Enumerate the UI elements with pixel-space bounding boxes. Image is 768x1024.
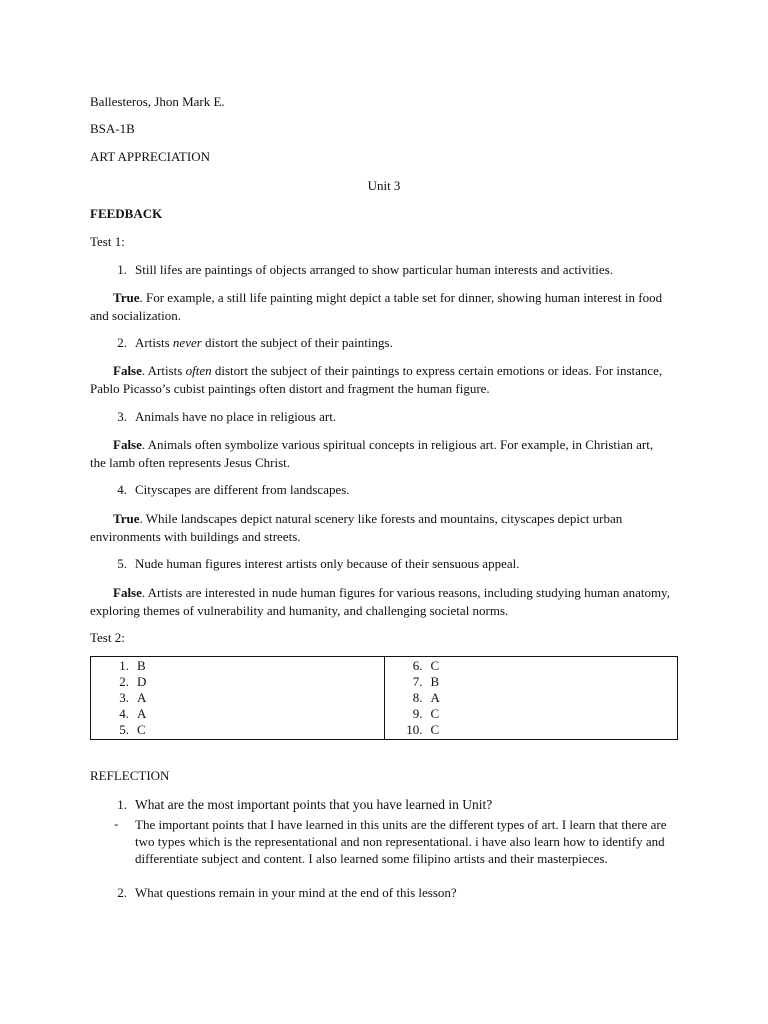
course-title: ART APPRECIATION (90, 149, 210, 164)
test2-answer-row: 3. A (119, 690, 147, 705)
test1-item-number: 4. (117, 482, 127, 497)
test2-label: Test 2: (90, 630, 125, 645)
test2-answer-row: 6. C (412, 658, 440, 673)
reflection-answer-bullet: - (114, 816, 119, 831)
test1-item-statement: Animals have no place in religious art. (135, 409, 337, 424)
test1-item-number: 5. (117, 556, 127, 571)
reflection-answer: The important points that I have learned in this units are the different types of art. I learn that there are two types which is the representational and non representational. i have also learn how to identify and differentiate subject and content. I also learned some filipino artists and their masterpieces. (135, 817, 667, 866)
test2-answer-row: 2. D (119, 674, 147, 689)
test2-answer-row: 8. A (412, 690, 440, 705)
student-section: BSA-1B (90, 121, 135, 136)
test1-item-number: 3. (117, 409, 127, 424)
reflection-question-number: 1. (117, 797, 127, 812)
test2-answer-table (90, 656, 678, 740)
test1-item-answer: True. While landscapes depict natural scenery like forests and mountains, cityscapes depict urban environments with buildings and streets. (90, 511, 623, 544)
test1-item-answer: False. Artists often distort the subject of their paintings to express certain emotions or ideas. For instance, Pablo Picasso’s cubist paintings often distort and fragment the human figure. (90, 363, 663, 396)
test1-item-statement: Still lifes are paintings of objects arranged to show particular human interests and activities. (135, 262, 613, 277)
test2-answer-row: 10. C (406, 722, 440, 737)
test1-item-statement: Cityscapes are different from landscapes. (135, 482, 350, 497)
reflection-heading: REFLECTION (90, 768, 170, 783)
test1-item-statement: Nude human figures interest artists only because of their sensuous appeal. (135, 556, 520, 571)
reflection-question-number: 2. (117, 885, 127, 900)
test2-answer-row: 5. C (119, 722, 146, 737)
test2-answer-row: 9. C (412, 706, 440, 721)
test1-item-statement: Artists never distort the subject of their paintings. (135, 335, 393, 350)
test1-label: Test 1: (90, 234, 125, 249)
test1-item-answer: True. For example, a still life painting might depict a table set for dinner, showing human interest in food and socialization. (90, 290, 663, 323)
test1-item-number: 2. (117, 335, 127, 350)
test1-item-answer: False. Artists are interested in nude human figures for various reasons, including studying human anatomy, exploring themes of vulnerability and humanity, and challenging societal norms. (90, 585, 670, 618)
test2-answer-row: 1. B (119, 658, 146, 673)
unit-title: Unit 3 (367, 178, 401, 193)
test1-item-answer: False. Animals often symbolize various spiritual concepts in religious art. For example, in Christian art, the lamb often represents Jesus Christ. (90, 437, 654, 470)
test2-answer-row: 4. A (119, 706, 147, 721)
student-name: Ballesteros, Jhon Mark E. (90, 94, 225, 109)
test2-left-column (91, 657, 385, 740)
reflection-question: What are the most important points that you have learned in Unit? (135, 797, 493, 812)
test2-answer-row: 7. B (412, 674, 440, 689)
reflection-question: What questions remain in your mind at the end of this lesson? (135, 885, 457, 900)
feedback-heading: FEEDBACK (90, 206, 163, 221)
test1-item-number: 1. (117, 262, 127, 277)
test2-right-column (384, 657, 678, 740)
